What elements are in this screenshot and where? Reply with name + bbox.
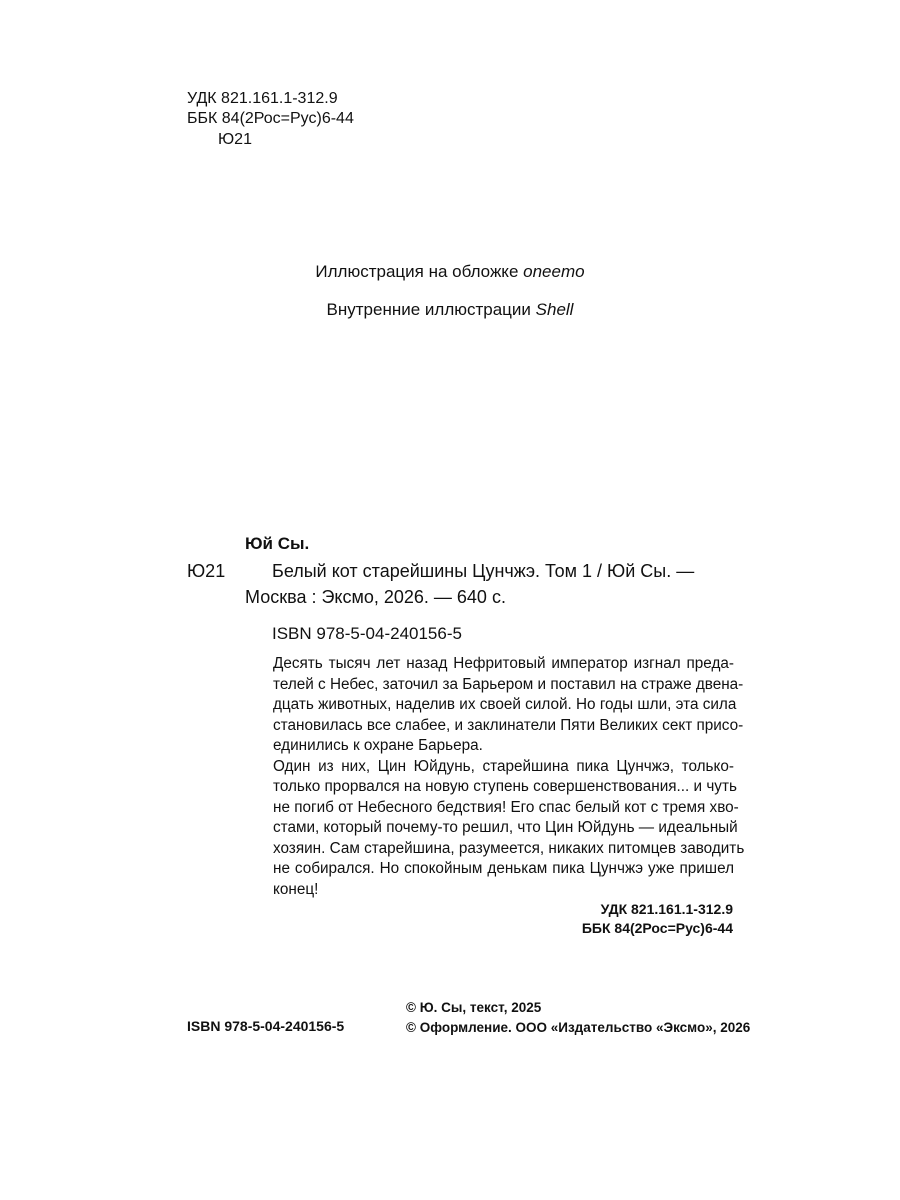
inner-artist-name: Shell <box>535 300 574 319</box>
classification-bbk: ББК 84(2Рос=Рус)6-44 <box>581 920 733 936</box>
annotation-line: Десять тысяч лет назад Нефритовый император изгнал преда- <box>273 655 734 672</box>
annotation-line: конец! <box>273 880 319 898</box>
cover-artist-name: oneemo <box>523 262 585 281</box>
inner-illustration-credit <box>0 300 900 320</box>
cover-credit-prefix: Иллюстрация на обложке <box>315 262 519 281</box>
annotation-line: единились к охране Барьера. <box>273 737 483 754</box>
record-code: Ю21 <box>187 561 226 581</box>
record-imprint-line: Москва : Эксмо, 2026. — 640 с. <box>245 587 506 607</box>
footer-isbn: ISBN 978-5-04-240156-5 <box>187 1018 345 1034</box>
record-isbn: ISBN 978-5-04-240156-5 <box>272 624 462 643</box>
copyright-design: © Оформление. ООО «Издательство «Эксмо», 2026 <box>406 1020 751 1035</box>
inner-credit-prefix: Внутренние иллюстрации <box>326 300 531 319</box>
catalog-code: Ю21 <box>218 131 252 148</box>
annotation-line: хозяин. Сам старейшина, разумеется, никаких питомцев заводить <box>273 839 745 857</box>
annotation-line: телей с Небес, заточил за Барьером и поставил на страже двена- <box>273 675 744 693</box>
annotation-line: не собирался. Но спокойным денькам пика Цунчжэ уже пришел <box>273 860 734 877</box>
record-title-line: Белый кот старейшины Цунчжэ. Том 1 / Юй Сы. — <box>272 561 695 581</box>
author-heading: Юй Сы. <box>245 534 310 553</box>
cover-illustration-credit <box>0 262 900 282</box>
annotation-line: стами, который почему-то решил, что Цин Юйдунь — идеальный <box>273 819 738 836</box>
copyright-text: © Ю. Сы, текст, 2025 <box>406 1000 542 1015</box>
classification-udk: УДК 821.161.1-312.9 <box>600 901 733 917</box>
catalog-bbk: ББК 84(2Рос=Рус)6-44 <box>187 110 354 127</box>
book-annotation <box>273 654 745 900</box>
annotation-line: дцать животных, наделив их своей силой. Но годы шли, эта сила <box>273 696 737 713</box>
annotation-line: Один из них, Цин Юйдунь, старейшина пика Цунчжэ, только- <box>273 757 734 775</box>
catalog-udk: УДК 821.161.1-312.9 <box>187 90 338 107</box>
annotation-line: только прорвался на новую ступень совершенствования... и чуть <box>273 778 737 795</box>
annotation-line: не погиб от Небесного бедствия! Его спас белый кот с тремя хво- <box>273 798 739 816</box>
annotation-line: становилась все слабее, и заклинатели Пяти Великих сект присо- <box>273 716 744 734</box>
